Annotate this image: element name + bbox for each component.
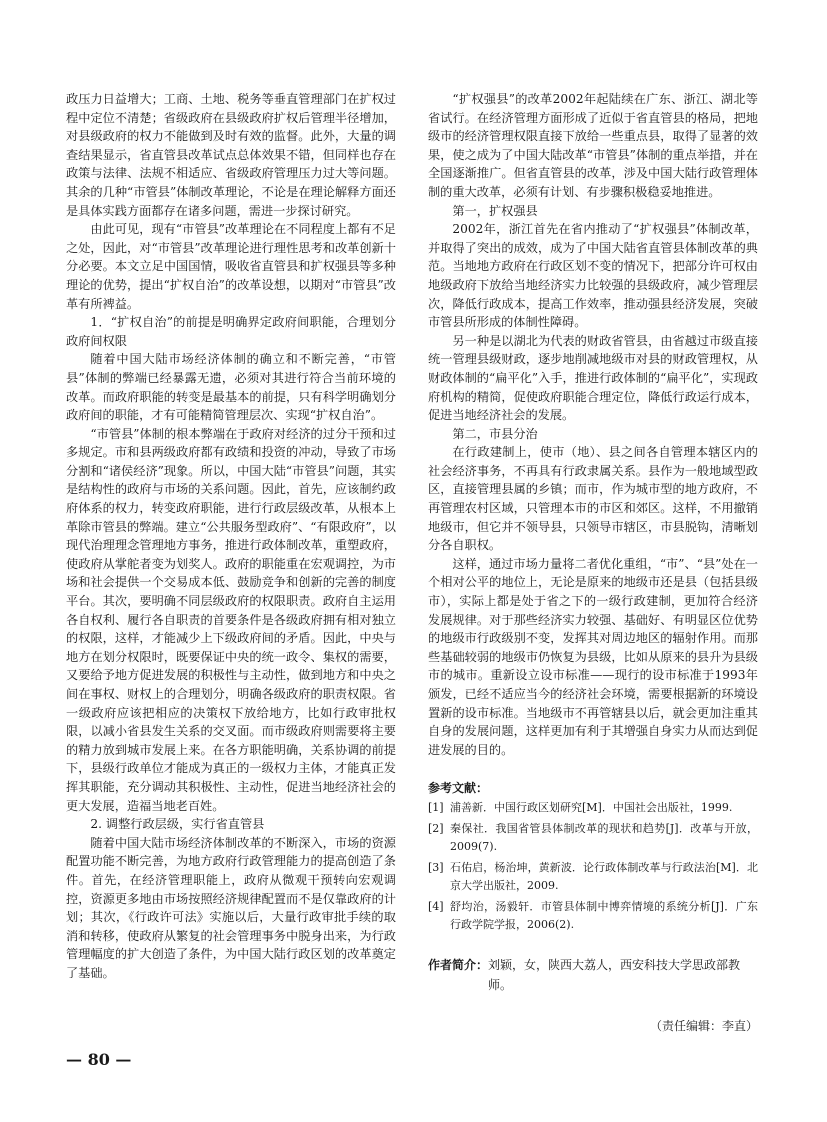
paragraph: 这样，通过市场力量将二者优化重组，“市”、“县”处在一个相对公平的地位上，无论是原来的地级市还是县（包括县级市），实际上都是处于省之下的一级行政建制，更加符合经济发展规律。对于那些经济实力较强、基础好、有明显区位优势的地级市行政级别不变，发挥其对周边地区的辐射作用。而那些基础较弱的地级市仍恢复为县级，比如从原来的县升为县级市的城市。重新设立设市标准——现行的设市标准于1993年颁发，已经不适应当今的经济社会环境，需要根据新的环境设置新的设市标准。当地级市不再管辖县以后，就会更加注重其自身的发展问题，这样更加有利于其增强自身实力从而达到促进发展的目的。 bbox=[428, 556, 758, 757]
paragraph: 在行政建制上，使市（地）、县之间各自管理本辖区内的社会经济事务，不再具有行政隶属关系。县作为一般地域型政区，直接管理县属的乡镇；而市，作为城市型的地方政府，不再管理农村区域，只管理本市的市区和郊区。这样，不用撤销地级市，但它并不领导县，只领导市辖区，市县脱钩，清晰划分各自职权。 bbox=[428, 445, 758, 553]
paragraph: “市管县”体制的根本弊端在于政府对经济的过分干预和过多规定。市和县两级政府都有政绩和投资的冲动，导致了市场分割和“诸侯经济”现象。所以，中国大陆“市管县”问题，其实是结构性的政府与市场的关系问题。因此，首先，应该制约政府体系的权力，转变政府职能，进行行政层级改革，从根本上革除市管县的弊端。建立“公共服务型政府”、“有限政府”，以现代治理理念管理地方事务，推进行政体制改革，重塑政府，使政府从掌舵者变为划奖人。政府的职能重在宏观调控，为市场和社会提供一个交易成本低、鼓励竞争和创新的完善的制度平台。其次，要明确不同层级政府的权限职责。政府自主运用各自权利、履行各自职责的首要条件是各级政府拥有相对独立的权限，这样，才能减少上下级政府间的矛盾。因此，中央与地方在划分权限时，既要保证中央的统一政令、集权的需要，又要给予地方促进发展的积极性与主动性，做到地方和中央之间在事权、财权上的合理划分，明确各级政府的职责权限。省一级政府应该把相应的决策权下放给地方，比如行政审批权限，以减小省县发生关系的交叉面。而市级政府则需要将主要的精力放到城市发展上来。在各方职能明确，关系协调的前提下，县级行政单位才能成为真正的一级权力主体，才能真正发挥其职能，充分调动其积极性、主动性，促进当地经济社会的更大发展，造福当地老百姓。 bbox=[66, 426, 396, 813]
author-text: 刘颖，女，陕西大荔人，西安科技大学思政部教师。 bbox=[488, 957, 741, 992]
reference-text: 舒均治，汤毅轩．市管县体制中博弈情境的系统分析[J]．广东行政学院学报，2006(2). bbox=[450, 899, 758, 932]
reference-number: [3] bbox=[428, 860, 444, 874]
reference-item bbox=[428, 898, 758, 935]
subsection-heading: 第二，市县分治 bbox=[452, 426, 538, 441]
reference-text: 石佑启，杨治坤，黄新波．论行政体制改革与行政法治[M]．北京大学出版社，2009. bbox=[450, 860, 758, 893]
reference-number: [2] bbox=[428, 821, 444, 835]
paragraph: 随着中国大陆市场经济体制的确立和不断完善，“市管县”体制的弊端已经暴露无遗，必须对其进行符合当前环境的改革。而政府职能的转变是最基本的前提，只有科学明确划分政府间的职能，才有可能精简管理层次、实现“扩权自治”。 bbox=[66, 352, 396, 423]
subsection-heading: 第一，扩权强县 bbox=[452, 203, 538, 218]
author-label: 作者简介： bbox=[428, 957, 489, 972]
paragraph: 2002年，浙江首先在省内推动了“扩权强县”体制改革，并取得了突出的成效，成为了中国大陆省直管县体制改革的典范。当地地方政府在行政区划不变的情况下，把部分许可权由地级政府下放给当地经济实力比较强的县级政府，减少管理层次，降低行政成本，提高工作效率，推动强县经济发展，突破市管县所形成的体制性障碍。 bbox=[428, 222, 758, 330]
reference-item bbox=[428, 799, 758, 818]
page-number: — 80 — bbox=[66, 1050, 132, 1069]
reference-text: 浦善新．中国行政区划研究[M]．中国社会出版社，1999. bbox=[450, 801, 733, 815]
references-list bbox=[428, 799, 758, 935]
paragraph: 政压力日益增大；工商、土地、税务等垂直管理部门在扩权过程中定位不清楚；省级政府在县级政府扩权后管理半径增加，对县级政府的权力不能做到及时有效的监督。此外，大量的调查结果显示，省直管县改革试点总体效果不错，但同样也存在政策与法律、法规不相适应、省级政府管理压力过大等问题。其余的几种“市管县”体制改革理论，不论是在理论解释方面还是具体实践方面都存在诸多问题，需进一步探讨研究。 bbox=[66, 92, 396, 218]
left-column bbox=[66, 90, 396, 983]
paragraph: 由此可见，现有“市管县”改革理论在不同程度上都有不足之处，因此，对“市管县”改革理论进行理性思考和改革创新十分必要。本文立足中国国情，吸收省直管县和扩权强县等多种理论的优势，提出“扩权自治”的改革设想，以期对“市管县”改革有所裨益。 bbox=[66, 222, 396, 311]
paragraph: “扩权强县”的改革2002年起陆续在广东、浙江、湖北等省试行。在经济管理方面形成了近似于省直管县的格局，把地级市的经济管理权限直接下放给一些重点县，取得了显著的效果，使之成为了中国大陆改革“市管县”体制的重点举措，并在全国逐渐推广。但省直管县的改革，涉及中国大陆行政管理体制的重大改革，必须有计划、有步骤积极稳妥地推进。 bbox=[428, 92, 758, 199]
section-heading: 2. 调整行政层级，实行省直管县 bbox=[90, 817, 265, 832]
right-column bbox=[428, 90, 758, 1034]
reference-number: [4] bbox=[428, 899, 444, 913]
responsible-editor: （责任编辑：李直） bbox=[649, 1018, 758, 1033]
reference-number: [1] bbox=[428, 801, 444, 815]
reference-item bbox=[428, 859, 758, 896]
author-bio bbox=[428, 955, 758, 995]
reference-text: 秦保社．我国省管县体制改革的现状和趋势[J]．改革与开放，2009(7). bbox=[450, 821, 758, 854]
references-title: 参考文献： bbox=[428, 781, 489, 796]
section-heading: 1．“扩权自治”的前提是明确界定政府间职能，合理划分政府间权限 bbox=[66, 315, 396, 348]
paragraph: 随着中国大陆市场经济体制改革的不断深入，市场的资源配置功能不断完善，为地方政府行政管理能力的提高创造了条件。首先，在经济管理职能上，政府从微观干预转向宏观调控，资源更多地由市场按照经济规律配置而不是仅靠政府的计划；其次，《行政许可法》实施以后，大量行政审批手续的取消和转移，使政府从繁复的社会管理事务中脱身出来，为行政管理幅度的扩大创造了条件，为中国大陆行政区划的改革奠定了基础。 bbox=[66, 835, 396, 980]
reference-item bbox=[428, 820, 758, 857]
paragraph: 另一种是以湖北为代表的财政省管县，由省越过市级直接统一管理县级财政，逐步地削减地级市对县的财政管理权，从财政体制的“扁平化”入手，推进行政体制的“扁平化”，实现政府机构的精简，促使政府职能合理定位，降低行政运行成本，促进当地经济社会的发展。 bbox=[428, 333, 758, 423]
